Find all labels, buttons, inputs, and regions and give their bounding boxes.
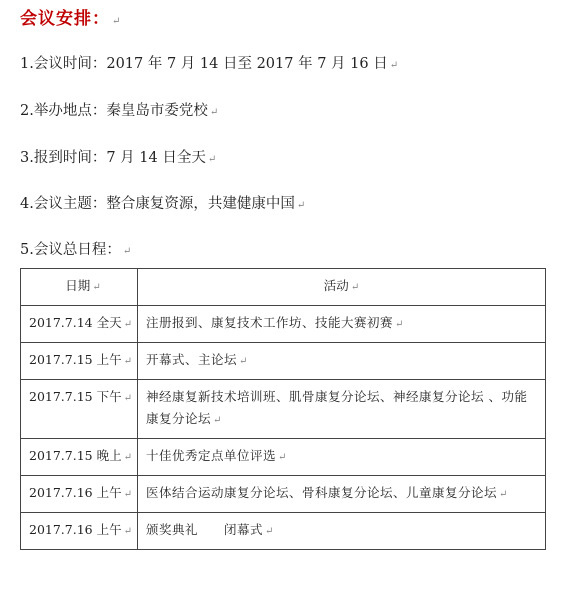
paragraph-mark: ↵ — [123, 393, 132, 404]
item-value: 2017 年 7 月 14 日至 2017 年 7 月 16 日 — [106, 56, 388, 72]
table-row — [21, 513, 546, 550]
section-heading — [20, 4, 121, 29]
table-row — [21, 343, 546, 380]
date-cell — [21, 380, 138, 439]
item-value: 7 月 14 日全天 — [106, 150, 206, 166]
date-cell — [21, 439, 138, 476]
paragraph-mark: ↵ — [389, 60, 399, 71]
paragraph-mark: ↵ — [395, 319, 404, 330]
item-value: 秦皇岛市委党校 — [106, 103, 208, 119]
activity-cell — [138, 380, 546, 439]
paragraph-mark: ↵ — [278, 452, 287, 463]
item-label: 报到时间： — [33, 150, 107, 166]
paragraph-mark: ↵ — [209, 107, 219, 118]
meeting-time-item — [20, 52, 398, 73]
paragraph-mark: ↵ — [123, 489, 132, 500]
paragraph-mark: ↵ — [123, 452, 132, 463]
schedule-table — [20, 268, 546, 550]
table-row — [21, 306, 546, 343]
activity-text: 神经康复新技术培训班、肌骨康复分论坛、神经康复分论坛 、功能康复分论坛 — [146, 389, 528, 426]
paragraph-mark: ↵ — [123, 356, 132, 367]
date-text: 2017.7.15 晚上 — [29, 448, 122, 463]
item-number: 1. — [20, 56, 34, 72]
date-cell — [21, 306, 138, 343]
date-cell — [21, 343, 138, 380]
table-row — [21, 476, 546, 513]
activity-cell — [138, 343, 546, 380]
item-number: 2. — [20, 103, 34, 119]
paragraph-mark: ↵ — [207, 154, 217, 165]
paragraph-mark: ↵ — [239, 356, 248, 367]
paragraph-mark: ↵ — [213, 415, 222, 426]
date-text: 2017.7.15 上午 — [29, 352, 122, 367]
paragraph-mark: ↵ — [296, 200, 306, 211]
date-header: 日期 — [65, 278, 91, 293]
date-text: 2017.7.14 全天 — [29, 315, 122, 330]
date-text: 2017.7.15 下午 — [29, 389, 122, 404]
schedule-item — [20, 238, 131, 259]
activity-text: 开幕式、主论坛 — [146, 352, 238, 367]
item-number: 3. — [20, 150, 34, 166]
table-row — [21, 380, 546, 439]
activity-header-cell — [138, 269, 546, 306]
paragraph-mark: ↵ — [112, 16, 122, 27]
activity-cell — [138, 306, 546, 343]
item-value: 整合康复资源，共建健康中国 — [106, 196, 295, 212]
item-label: 会议总日程： — [33, 242, 121, 258]
activity-text: 注册报到、康复技术工作坊、技能大赛初赛 — [146, 315, 394, 330]
table-row — [21, 439, 546, 476]
paragraph-mark: ↵ — [499, 489, 508, 500]
item-number: 5. — [20, 242, 34, 258]
activity-cell — [138, 476, 546, 513]
date-header-cell — [21, 269, 138, 306]
activity-cell — [138, 513, 546, 550]
activity-header: 活动 — [323, 278, 349, 293]
paragraph-mark: ↵ — [123, 319, 132, 330]
item-label: 举办地点： — [33, 103, 107, 119]
paragraph-mark: ↵ — [350, 282, 360, 293]
activity-text: 医体结合运动康复分论坛、骨科康复分论坛、儿童康复分论坛 — [146, 485, 498, 500]
date-text: 2017.7.16 上午 — [29, 522, 122, 537]
paragraph-mark: ↵ — [92, 282, 101, 293]
paragraph-mark: ↵ — [122, 246, 132, 257]
paragraph-mark: ↵ — [123, 526, 132, 537]
paragraph-mark: ↵ — [265, 526, 274, 537]
activity-text: 十佳优秀定点单位评选 — [146, 448, 277, 463]
table-header-row — [21, 269, 546, 306]
checkin-time-item — [20, 146, 216, 167]
theme-item — [20, 192, 305, 213]
activity-text: 颁奖典礼 闭幕式 — [146, 522, 264, 537]
venue-item — [20, 99, 218, 120]
date-cell — [21, 476, 138, 513]
date-text: 2017.7.16 上午 — [29, 485, 122, 500]
date-cell — [21, 513, 138, 550]
activity-cell — [138, 439, 546, 476]
item-label: 会议主题： — [33, 196, 107, 212]
item-number: 4. — [20, 196, 34, 212]
heading-text: 会议安排： — [20, 9, 110, 29]
item-label: 会议时间： — [33, 56, 107, 72]
